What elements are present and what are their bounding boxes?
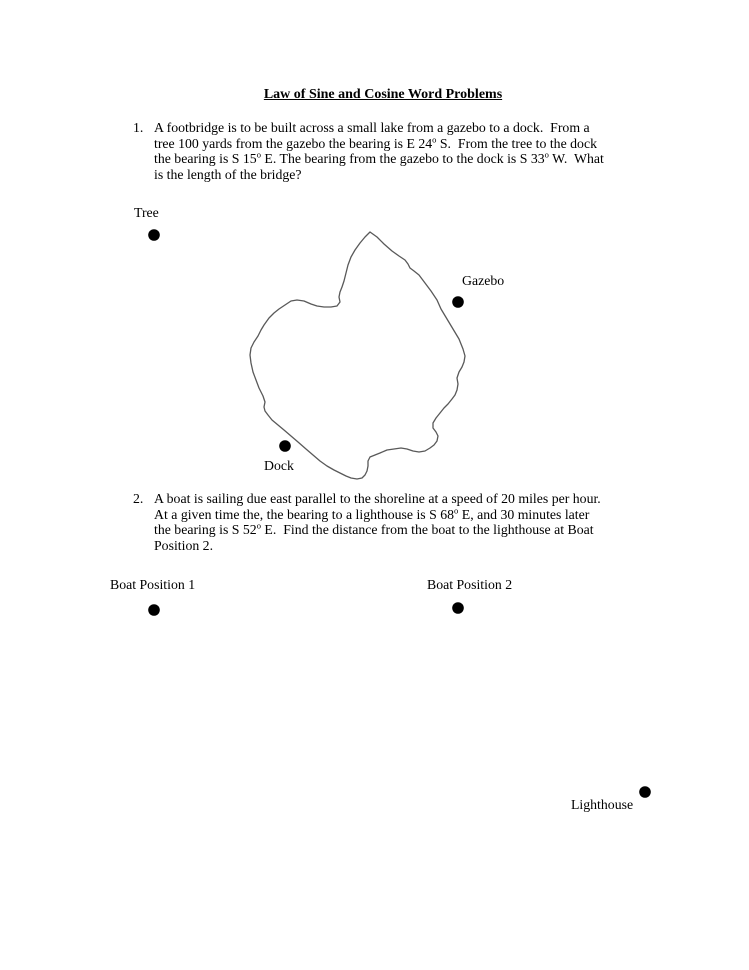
- problem-text-line: the bearing is S 52$^o$ E. Find the distance from the boat to the lighthouse at Boat: [154, 520, 594, 538]
- boat-position-2-label: Boat Position 2: [427, 577, 513, 592]
- problem-text-line: is the length of the bridge?: [154, 167, 302, 183]
- boat-position-2-dot: [452, 602, 464, 614]
- dock-label: Dock: [264, 458, 294, 473]
- problem-2-text: [154, 491, 601, 554]
- problem-1-text: [154, 120, 604, 183]
- boat-position-1-dot: [148, 604, 160, 616]
- gazebo-label: Gazebo: [462, 273, 505, 288]
- problem-text-line: tree 100 yards from the gazebo the bearing is E 24$^o$ S. From the tree to the dock: [154, 134, 597, 151]
- lake-outline: [250, 232, 465, 479]
- dock-dot: [279, 440, 291, 452]
- problem-text-line: A footbridge is to be built across a small lake from a gazebo to a dock. From a: [154, 120, 590, 135]
- problem-text-line: A boat is sailing due east parallel to the shoreline at a speed of 20 miles per hour.: [154, 491, 601, 506]
- problem-text-line: the bearing is S 15$^o$ E. The bearing from the gazebo to the dock is S 33$^o$ W. What: [154, 149, 604, 167]
- problem-2: [133, 491, 601, 554]
- tree-dot: [148, 229, 160, 241]
- boat-position-1-label: Boat Position 1: [110, 577, 196, 592]
- problem-text-line: Position 2.: [154, 538, 214, 554]
- problem-1-number: 1.: [133, 120, 144, 135]
- problem-2-number: 2.: [133, 491, 144, 506]
- tree-label: Tree: [134, 205, 159, 220]
- page-title: Law of Sine and Cosine Word Problems: [263, 87, 503, 102]
- problem-1: [133, 120, 604, 183]
- lighthouse-dot: [639, 786, 651, 798]
- problem-text-line: At a given time the, the bearing to a lighthouse is S 68$^o$ E, and 30 minutes later: [154, 505, 590, 522]
- gazebo-dot: [452, 296, 464, 308]
- lighthouse-label: Lighthouse: [571, 797, 634, 812]
